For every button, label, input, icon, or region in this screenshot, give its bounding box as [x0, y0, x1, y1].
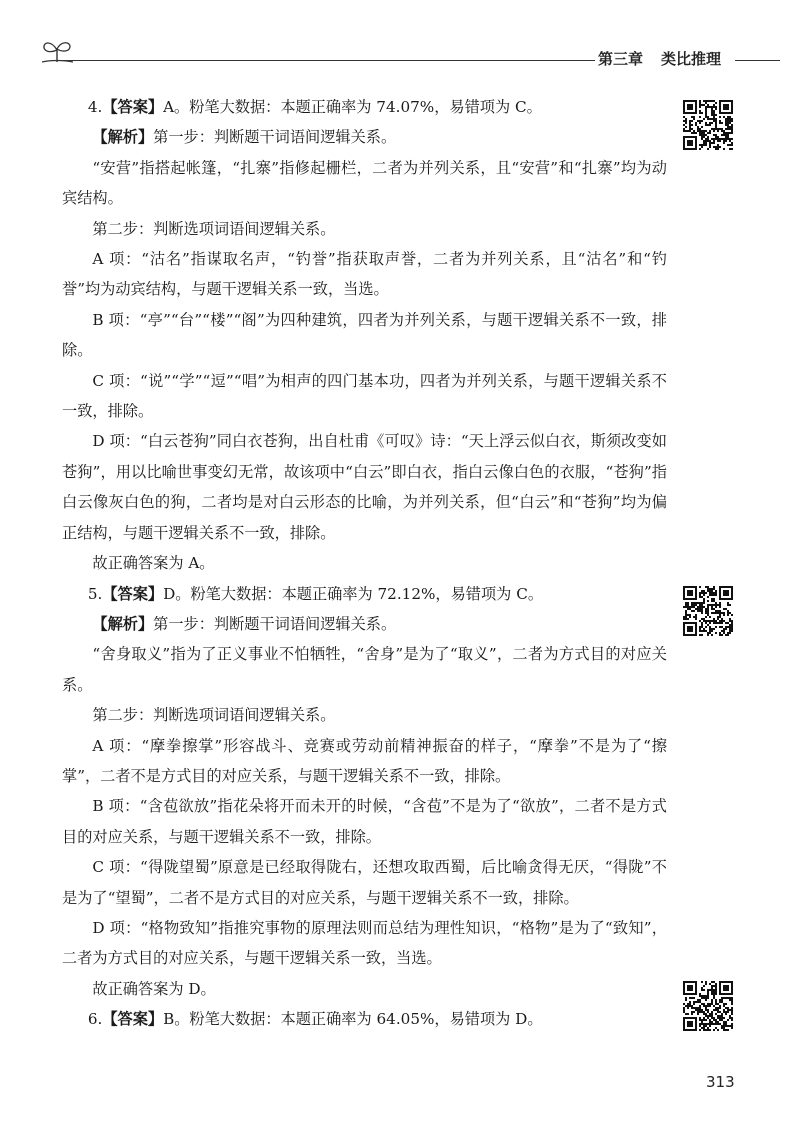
body-paragraph [62, 366, 667, 427]
document-body [62, 92, 667, 1035]
body-paragraph [62, 791, 667, 852]
qr-code-icon[interactable] [683, 100, 733, 150]
paragraph-text: D 项：“格物致知”指推究事物的原理法则而总结为理性知识，“格物”是为了“致知”，二者为方式目的对应关系，与题干逻辑关系一致，当选。 [62, 918, 667, 968]
qr-code-icon[interactable] [683, 586, 733, 636]
paragraph-text: 第一步：判断题干词语间逻辑关系。 [153, 128, 397, 147]
body-paragraph [62, 731, 667, 792]
body-paragraph [62, 639, 667, 700]
analysis-tag: 【解析】 [92, 614, 154, 633]
paragraph-text: A。粉笔大数据：本题正确率为 74.07%，易错项为 C。 [163, 98, 542, 116]
analysis-paragraph [62, 609, 667, 639]
answer-tag: 【答案】 [102, 584, 164, 603]
paragraph-text: D 项：“白云苍狗”同白衣苍狗，出自杜甫《可叹》诗：“天上浮云似白衣，斯须改变如苍狗”，用以比喻世事变幻无常，故该项中“白云”即白衣，指白云像白色的衣服，“苍狗”指白云像灰白色的狗，二者均是对白云形态的比喻，为并列关系，但“白云”和“苍狗”均为偏正结构，与题干逻辑关系不一致，排除。 [62, 432, 667, 542]
paragraph-text: 故正确答案为 A。 [92, 554, 215, 573]
paragraph-text: 故正确答案为 D。 [92, 979, 216, 998]
answer-paragraph [62, 92, 667, 122]
question-number: 6. [87, 1010, 103, 1029]
paragraph-text: 第二步：判断选项词语间逻辑关系。 [92, 706, 336, 725]
answer-tag: 【答案】 [102, 98, 164, 116]
question-number: 4. [87, 98, 103, 116]
answer-paragraph [62, 1004, 667, 1034]
body-paragraph [62, 700, 667, 730]
question-number: 5. [87, 584, 103, 603]
header-rule-right [735, 60, 780, 61]
analysis-tag: 【解析】 [92, 128, 154, 147]
header-rule-left [60, 60, 595, 61]
paragraph-text: “安营”指搭起帐篷，“扎寨”指修起栅栏，二者为并列关系，且“安营”和“扎寨”均为动宾结构。 [62, 158, 667, 208]
body-paragraph [62, 305, 667, 366]
body-paragraph [62, 548, 667, 578]
body-paragraph [62, 244, 667, 305]
paragraph-text: B。粉笔大数据：本题正确率为 64.05%，易错项为 D。 [163, 1010, 543, 1029]
body-paragraph [62, 426, 667, 548]
body-paragraph [62, 913, 667, 974]
paragraph-text: B 项：“亭”“台”“楼”“阁”为四种建筑，四者为并列关系，与题干逻辑关系不一致，排除。 [62, 310, 667, 360]
body-paragraph [62, 852, 667, 913]
section-label: 类比推理 [661, 50, 722, 68]
qr-code-icon[interactable] [683, 981, 733, 1031]
paragraph-text: C 项：“说”“学”“逗”“唱”为相声的四门基本功，四者为并列关系，与题干逻辑关系不一致，排除。 [62, 371, 667, 421]
chapter-heading [598, 48, 721, 69]
paragraph-text: 第一步：判断题干词语间逻辑关系。 [153, 614, 397, 633]
analysis-paragraph [62, 122, 667, 152]
body-paragraph [62, 153, 667, 214]
paragraph-text: “舍身取义”指为了正义事业不怕牺牲，“舍身”是为了“取义”，二者为方式目的对应关系。 [62, 645, 667, 694]
paragraph-text: C 项：“得陇望蜀”原意是已经取得陇右，还想攻取西蜀，后比喻贪得无厌，“得陇”不是为了“望蜀”，二者不是方式目的对应关系，与题干逻辑关系不一致，排除。 [62, 858, 667, 907]
paragraph-text: A 项：“沽名”指谋取名声，“钓誉”指获取声誉，二者为并列关系，且“沽名”和“钓誉”均为动宾结构，与题干逻辑关系一致，当选。 [62, 250, 667, 299]
body-paragraph [62, 214, 667, 244]
answer-paragraph [62, 579, 667, 609]
chapter-label: 第三章 [598, 50, 644, 68]
paragraph-text: B 项：“含苞欲放”指花朵将开而未开的时候，“含苞”不是为了“欲放”，二者不是方式目的对应关系，与题干逻辑关系不一致，排除。 [62, 797, 667, 846]
answer-tag: 【答案】 [102, 1010, 164, 1029]
paragraph-text: A 项：“摩拳擦掌”形容战斗、竞赛或劳动前精神振奋的样子，“摩拳”不是为了“擦掌”，二者不是方式目的对应关系，与题干逻辑关系不一致，排除。 [62, 736, 667, 785]
paragraph-text: D。粉笔大数据：本题正确率为 72.12%，易错项为 C。 [163, 584, 544, 603]
body-paragraph [62, 974, 667, 1004]
page-number: 313 [706, 1073, 735, 1091]
paragraph-text: 第二步：判断选项词语间逻辑关系。 [92, 219, 336, 238]
